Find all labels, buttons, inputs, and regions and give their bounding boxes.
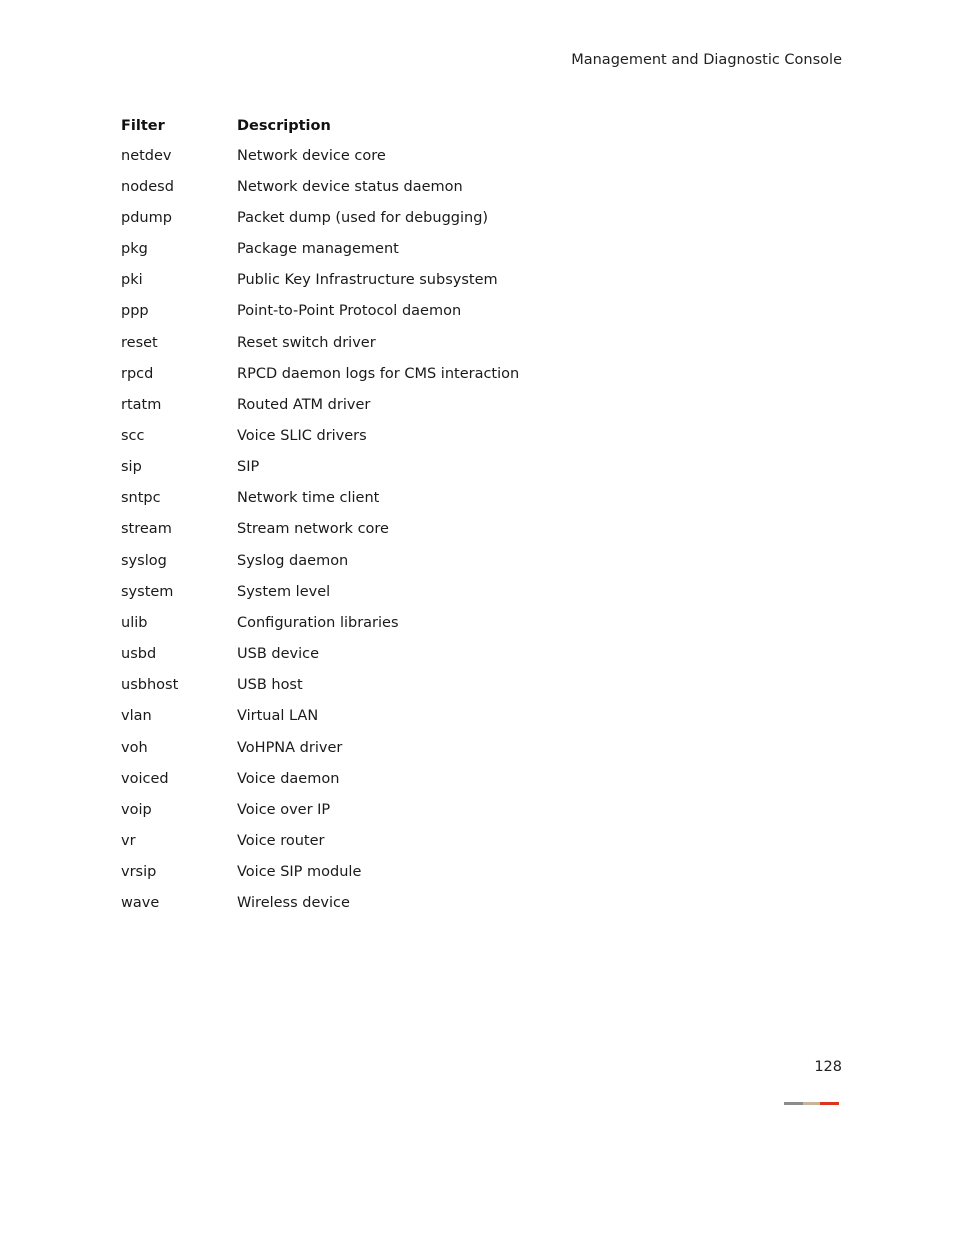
table-row [121,420,637,451]
filter-name-cell: stream [121,521,172,538]
filter-name-cell: ulib [121,614,148,631]
filter-name-cell: system [121,583,174,600]
filter-description-cell: Public Key Infrastructure subsystem [237,272,498,289]
filter-name-cell: rtatm [121,396,162,413]
filter-name-cell: syslog [121,552,167,569]
table-row [121,607,637,638]
table-row [121,670,637,701]
filter-description-cell: Stream network core [237,521,389,538]
filter-name-cell: reset [121,334,158,351]
filter-description-cell: Virtual LAN [237,708,319,725]
table-row [121,545,637,576]
table-row [121,639,637,670]
filter-name-cell: pki [121,272,143,289]
filter-description-cell: USB host [237,677,303,694]
table-row [121,140,637,171]
filter-name-cell: rpcd [121,365,154,382]
table-row [121,794,637,825]
filter-description-cell: Voice daemon [237,770,340,787]
filter-description-cell: Voice SIP module [237,864,362,881]
filter-description-cell: USB device [237,646,320,663]
table-row [121,327,637,358]
table-row [121,825,637,856]
table-header-row [121,112,637,140]
footer-bar-red-segment [820,1102,839,1105]
filter-description-cell: System level [237,583,331,600]
filter-table [121,112,637,919]
table-row [121,483,637,514]
table-row [121,358,637,389]
filter-description-cell: SIP [237,459,260,476]
filter-name-cell: nodesd [121,178,174,195]
filter-description-cell: Reset switch driver [237,334,376,351]
footer-color-bar [784,1102,839,1105]
filter-description-cell: Network device core [237,147,386,164]
table-row [121,514,637,545]
table-row [121,763,637,794]
filter-description-cell: Wireless device [237,895,350,912]
filter-description-cell: Voice SLIC drivers [237,427,367,444]
filter-name-cell: pkg [121,241,148,258]
table-row [121,389,637,420]
filter-description-cell: Routed ATM driver [237,396,371,413]
filter-name-cell: vr [121,833,136,850]
column-header-filter: Filter [121,118,165,134]
table-row [121,171,637,202]
column-header-description: Description [237,118,331,134]
filter-name-cell: scc [121,427,145,444]
table-row [121,296,637,327]
filter-description-cell: Voice router [237,833,325,850]
filter-name-cell: usbd [121,646,157,663]
filter-name-cell: vlan [121,708,152,725]
filter-name-cell: voiced [121,770,169,787]
filter-name-cell: usbhost [121,677,179,694]
filter-description-cell: RPCD daemon logs for CMS interaction [237,365,520,382]
filter-description-cell: Configuration libraries [237,614,399,631]
table-row [121,265,637,296]
table-row [121,576,637,607]
filter-description-cell: Voice over IP [237,801,331,818]
running-header: Management and Diagnostic Console [571,52,842,68]
filter-name-cell: ppp [121,303,149,320]
table-row [121,701,637,732]
table-body [121,140,637,919]
filter-description-cell: Network device status daemon [237,178,463,195]
filter-description-cell: Point-to-Point Protocol daemon [237,303,462,320]
table-row [121,732,637,763]
footer-bar-gray-segment [784,1102,803,1105]
filter-name-cell: vrsip [121,864,157,881]
filter-name-cell: wave [121,895,160,912]
filter-description-cell: VoHPNA driver [237,739,343,756]
filter-description-cell: Network time client [237,490,380,507]
filter-name-cell: netdev [121,147,172,164]
table-row [121,452,637,483]
filter-description-cell: Syslog daemon [237,552,349,569]
table-row [121,202,637,233]
filter-name-cell: sntpc [121,490,161,507]
filter-description-cell: Packet dump (used for debugging) [237,209,489,226]
filter-name-cell: sip [121,459,142,476]
footer-bar-tan-segment [803,1102,820,1105]
filter-description-cell: Package management [237,241,399,258]
filter-name-cell: voip [121,801,152,818]
table-row [121,857,637,888]
filter-name-cell: voh [121,739,148,756]
table-row [121,888,637,919]
page-number: 128 [814,1059,842,1075]
table-row [121,233,637,264]
filter-name-cell: pdump [121,209,172,226]
